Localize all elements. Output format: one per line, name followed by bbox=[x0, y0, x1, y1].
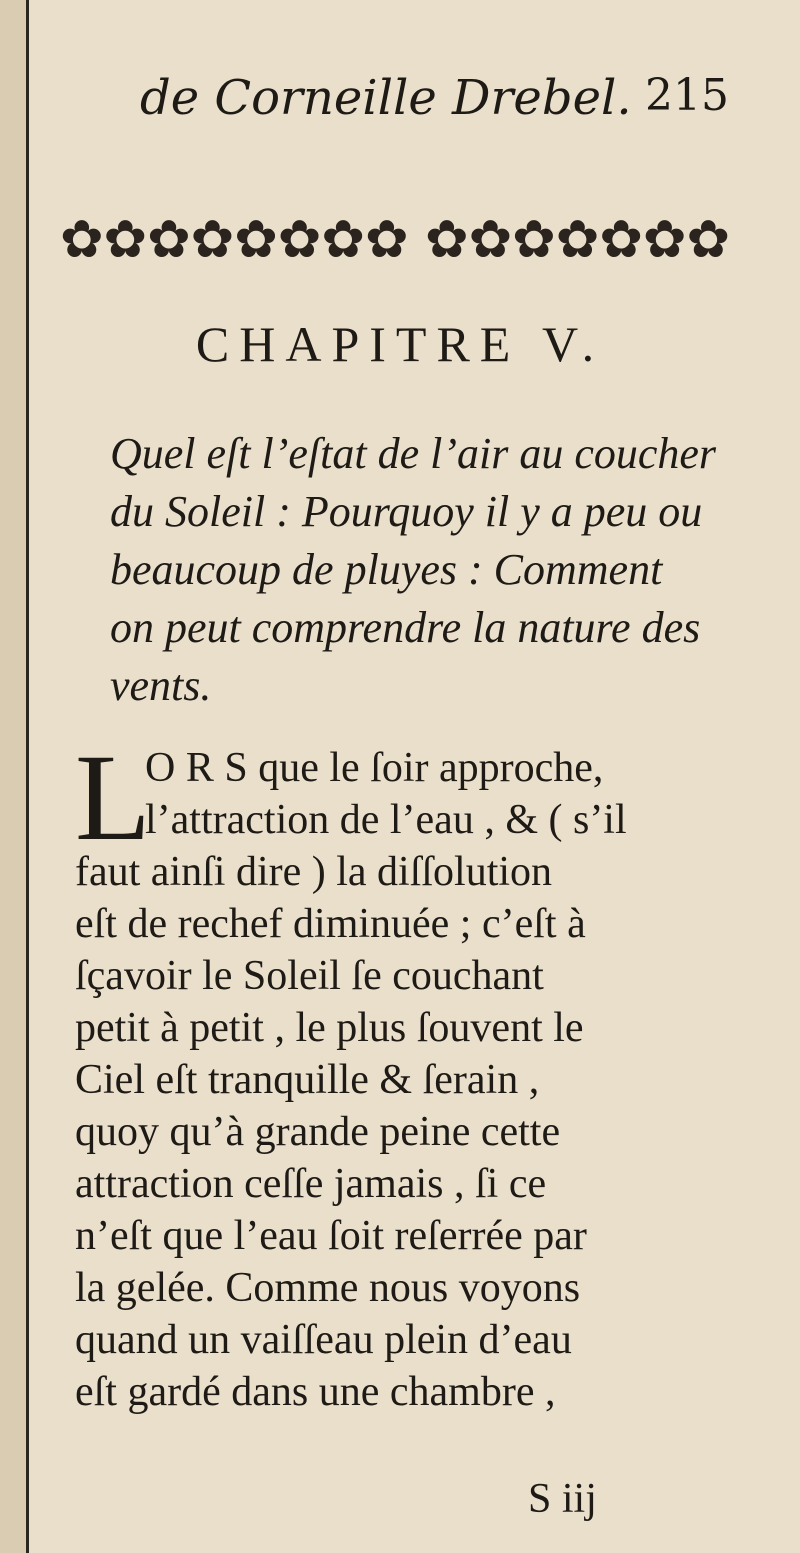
body-line: quoy qu’à grande peine cette bbox=[75, 1109, 561, 1155]
body-line: eſt de rechef diminuée ; c’eſt à bbox=[75, 901, 586, 947]
body-line: attraction ceſſe jamais , ſi ce bbox=[75, 1161, 547, 1207]
body-line: ſçavoir le Soleil ſe couchant bbox=[75, 953, 544, 999]
page-number: 215 bbox=[645, 70, 729, 121]
running-title: de Corneille Drebel. bbox=[140, 70, 632, 126]
body-line: O R S que le ſoir approche, bbox=[145, 745, 604, 791]
body-line: Ciel eſt tranquille & ſerain , bbox=[75, 1057, 540, 1103]
drop-cap: L bbox=[75, 729, 151, 866]
body-line: n’eſt que l’eau ſoit reſerrée par bbox=[75, 1213, 587, 1259]
body-text bbox=[75, 729, 775, 1418]
ornament-band: ✿✿✿✿✿✿✿✿ ✿✿✿✿✿✿✿ bbox=[59, 210, 731, 270]
page-gutter bbox=[0, 0, 29, 1553]
body-line: faut ainſi dire ) la diſſolution bbox=[75, 849, 553, 895]
summary-line: vents. bbox=[110, 661, 212, 710]
body-line: quand un vaiſſeau plein d’eau bbox=[75, 1317, 572, 1363]
body-line: petit à petit , le plus ſouvent le bbox=[75, 1005, 584, 1051]
chapter-summary bbox=[110, 425, 790, 715]
summary-line: du Soleil : Pourquoy il y a peu ou bbox=[110, 487, 703, 536]
body-line: l’attraction de l’eau , & ( s’il bbox=[145, 797, 627, 843]
body-line: eſt gardé dans une chambre , bbox=[75, 1369, 556, 1415]
summary-line: on peut comprendre la nature des bbox=[110, 603, 701, 652]
signature-mark: S iij bbox=[528, 1476, 597, 1522]
chapter-title: CHAPITRE V. bbox=[195, 316, 605, 372]
body-line: la gelée. Comme nous voyons bbox=[75, 1265, 581, 1311]
summary-line: beaucoup de pluyes : Comment bbox=[110, 545, 663, 594]
summary-line: Quel eſt l’eſtat de l’air au coucher bbox=[110, 429, 717, 478]
running-header bbox=[140, 70, 740, 150]
